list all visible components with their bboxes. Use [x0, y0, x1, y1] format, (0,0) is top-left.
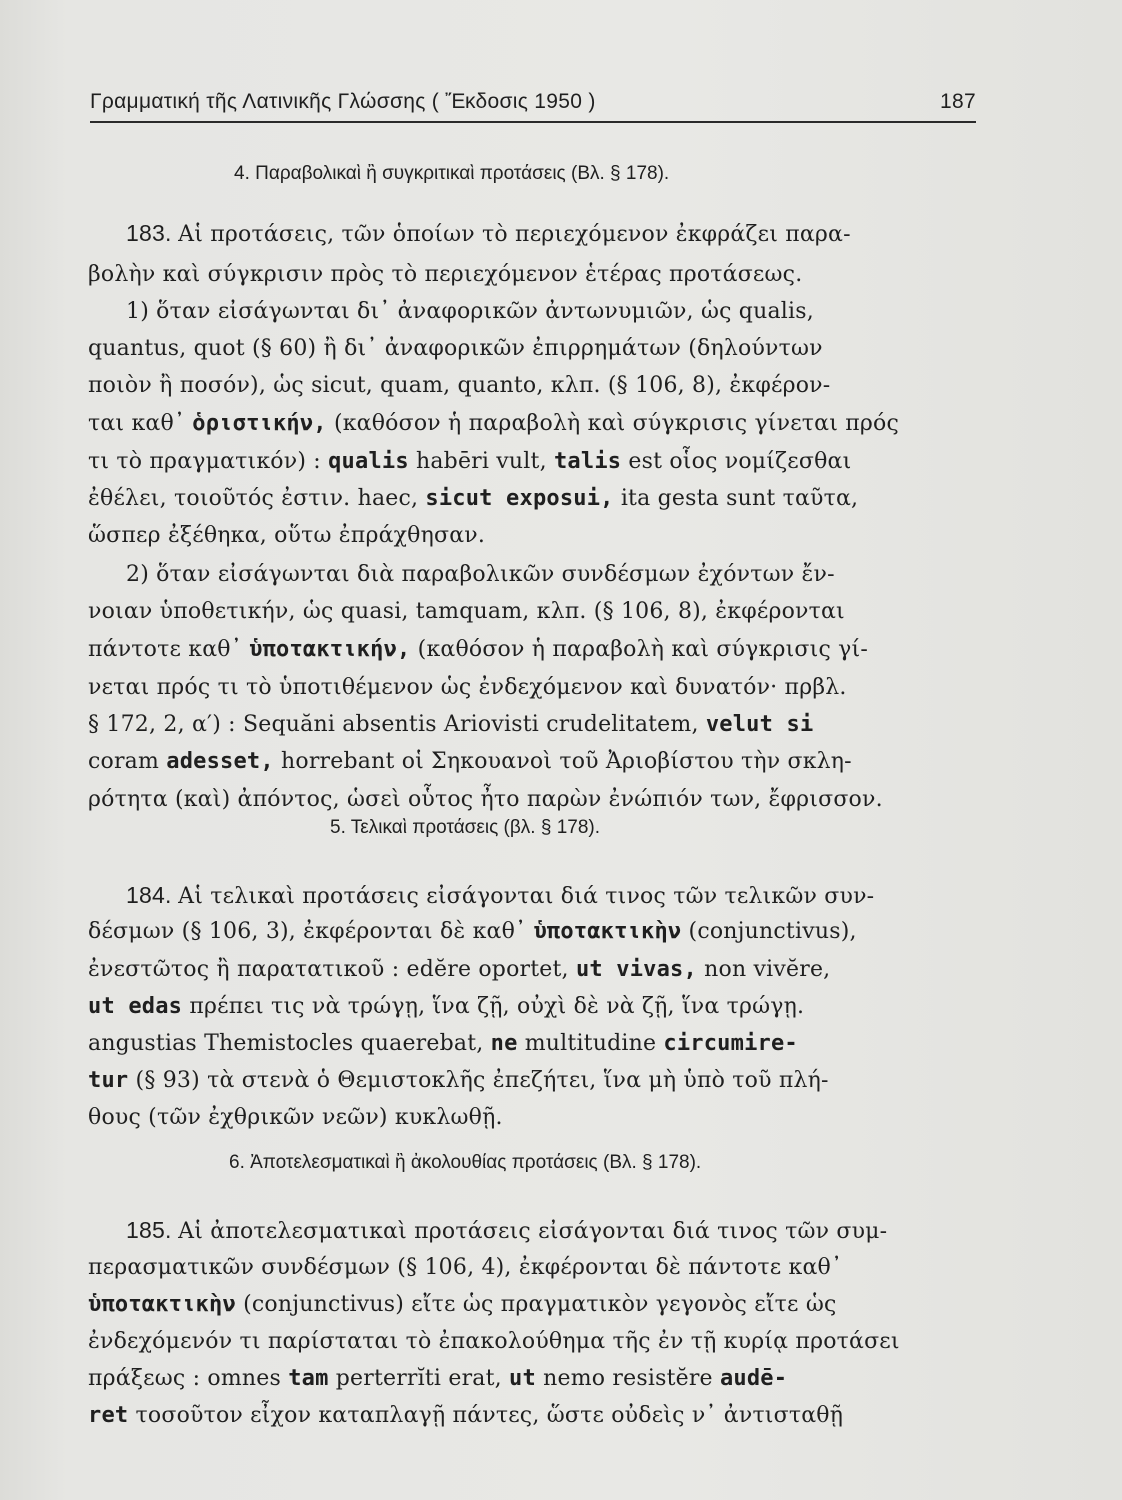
line-text: 1) ὅταν εἰσάγωνται δι᾽ ἀναφορικῶν ἀντωνυμιῶν, ὡς qualis, [126, 299, 814, 324]
bold-term: tur [88, 1068, 129, 1093]
section-heading-4: 4. Παραβολικαὶ ἢ συγκριτικαὶ προτάσεις (Βλ. § 178). [234, 163, 670, 184]
section-heading-6: 6. Ἀποτελεσματικαὶ ἢ ἀκολουθίας προτάσεις (Βλ. § 178). [229, 1152, 702, 1173]
bold-term: sicut exposui, [425, 486, 614, 511]
paragraph-line [88, 633, 984, 669]
running-header [90, 90, 976, 124]
line-text: 2) ὅταν εἰσάγωνται διὰ παραβολικῶν συνδέσμων ἐχόντων ἔν- [126, 562, 835, 587]
line-text: πάντοτε καθ᾽ [88, 637, 250, 662]
line-text: ἐθέλει, τοιοῦτός ἐστιν. haec, [88, 486, 426, 511]
line-text: est οἷος νομίζεσθαι [621, 449, 852, 474]
bold-term: tam [288, 1366, 329, 1391]
line-text: νοιαν ὑποθετικήν, ὡς quasi, tamquam, κλπ. (§ 106, 8), ἐκφέρονται [88, 599, 845, 624]
bold-term: ut edas [88, 994, 183, 1019]
header-title: Γραμματική τῆς Λατινικῆς Γλώσσης ( Ἔκδοσις 1950 ) [90, 90, 596, 113]
paragraph-line [88, 1251, 984, 1287]
line-text: ita gesta sunt ταῦτα, [613, 486, 859, 511]
bold-term: ὁριστικήν, [192, 411, 327, 436]
section-heading-5: 5. Τελικαὶ προτάσεις (βλ. § 178). [330, 817, 600, 838]
line-text: ἐνδεχόμενόν τι παρίσταται τὸ ἐπακολούθημα τῆς ἐν τῇ κυρίᾳ προτάσει [88, 1329, 900, 1354]
line-text: δέσμων (§ 106, 3), ἐκφέρονται δὲ καθ᾽ [88, 919, 534, 944]
paragraph-number: 185. [126, 1217, 179, 1243]
line-text: non vivĕre, [696, 957, 831, 982]
bold-term: ret [88, 1403, 129, 1428]
paragraph-line [88, 1064, 984, 1100]
paragraph-line [88, 482, 984, 518]
paragraph-line [126, 295, 984, 331]
line-text: ρότητα (καὶ) ἀπόντος, ὡσεὶ οὗτος ἦτο παρὼν ἐνώπιόν των, ἔφρισσον. [88, 787, 883, 812]
line-text: θους (τῶν ἐχθρικῶν νεῶν) κυκλωθῇ. [88, 1105, 503, 1130]
bold-term: qualis [328, 449, 409, 474]
paragraph-number: 183. [126, 220, 179, 246]
paragraph-line [88, 519, 984, 555]
line-text: (conjunctivus) εἴτε ὡς πραγματικὸν γεγονὸς εἴτε ὡς [235, 1292, 837, 1317]
line-text: (καθόσον ἡ παραβολὴ καὶ σύγκρισις γίνεται πρός [326, 411, 899, 436]
paragraph-line [88, 915, 984, 951]
bold-term: ὑποτακτικήν, [249, 637, 411, 662]
bold-term: circumire- [663, 1031, 798, 1056]
paragraph-line [88, 332, 984, 368]
paragraph-line [88, 990, 984, 1026]
paragraph-line [88, 783, 984, 819]
paragraph-line [88, 595, 984, 631]
bold-term: talis [553, 449, 622, 474]
line-text: Αἱ προτάσεις, τῶν ὁποίων τὸ περιεχόμενον ἐκφράζει παρα- [178, 222, 851, 247]
header-rule [90, 121, 976, 123]
paragraph-line [88, 1288, 984, 1324]
paragraph-line [88, 407, 984, 443]
line-text: ἐνεστῶτος ἢ παρατατικοῦ : edĕre oportet, [88, 957, 576, 982]
paragraph-line [88, 1027, 984, 1063]
line-text: perterrĭti erat, [328, 1366, 510, 1391]
line-text: περασματικῶν συνδέσμων (§ 106, 4), ἐκφέρονται δὲ πάντοτε καθ᾽ [88, 1255, 843, 1280]
line-text: ὥσπερ ἐξέθηκα, οὕτω ἐπράχθησαν. [88, 523, 486, 548]
bold-term: velut si [705, 712, 814, 737]
paragraph-line [88, 1101, 984, 1137]
bold-term: ut vivas, [575, 957, 697, 982]
line-text: ται καθ᾽ [88, 411, 193, 436]
paragraph-line [88, 953, 984, 989]
line-text: (καθόσον ἡ παραβολὴ καὶ σύγκρισις γί- [410, 637, 868, 662]
paragraph-line [88, 1362, 984, 1398]
line-text: Αἱ ἀποτελεσματικαὶ προτάσεις εἰσάγονται διά τινος τῶν συμ- [178, 1219, 888, 1244]
line-text: quantus, quot (§ 60) ἢ δι᾽ ἀναφορικῶν ἐπιρρημάτων (δηλούντων [88, 336, 823, 361]
paragraph-line [88, 745, 984, 781]
line-text: nemo resistĕre [535, 1366, 720, 1391]
bold-term: ὑποτακτικὴν [88, 1292, 236, 1317]
line-text: (conjunctivus), [681, 919, 857, 944]
paragraph-line [126, 216, 984, 252]
line-text: § 172, 2, α′) : Sequăni absentis Ariovisti crudelitatem, [88, 712, 706, 737]
paragraph-line [88, 369, 984, 405]
line-text: angustias Themistocles quaerebat, [88, 1031, 491, 1056]
line-text: coram [88, 749, 167, 774]
paragraph-line [126, 558, 984, 594]
paragraph-line [126, 1213, 984, 1249]
line-text: multitudine [517, 1031, 664, 1056]
line-text: βολὴν καὶ σύγκρισιν πρὸς τὸ περιεχόμενον ἑτέρας προτάσεως. [88, 262, 803, 287]
paragraph-line [88, 1399, 984, 1435]
paragraph-line [88, 708, 984, 744]
paragraph-line [88, 671, 984, 707]
line-text: πράξεως : omnes [88, 1366, 289, 1391]
line-text: habēri vult, [408, 449, 554, 474]
bold-term: ὑποτακτικὴν [533, 919, 682, 944]
line-text: horrebant οἱ Σηκουανοὶ τοῦ Ἀριοβίστου τὴν σκλη- [273, 749, 852, 774]
line-text: τι τὸ πραγματικόν) : [88, 449, 329, 474]
line-text: (§ 93) τὰ στενὰ ὁ Θεμιστοκλῆς ἐπεζήτει, ἵνα μὴ ὑπὸ τοῦ πλή- [128, 1068, 829, 1093]
line-text: Αἱ τελικαὶ προτάσεις εἰσάγονται διά τινος τῶν τελικῶν συν- [178, 884, 875, 909]
line-text: νεται πρός τι τὸ ὑποτιθέμενον ὡς ἐνδεχόμενον καὶ δυνατόν· πρβλ. [88, 675, 847, 700]
line-text: πρέπει τις νὰ τρώγῃ, ἵνα ζῇ, οὐχὶ δὲ νὰ ζῇ, ἵνα τρώγῃ. [182, 994, 805, 1019]
bold-term: ne [490, 1031, 518, 1056]
page-number: 187 [940, 90, 976, 113]
paragraph-line [88, 258, 984, 294]
bold-term: audē- [719, 1366, 788, 1391]
paragraph-number: 184. [126, 882, 179, 908]
line-text: ποιὸν ἢ ποσόν), ὡς sicut, quam, quanto, κλπ. (§ 106, 8), ἐκφέρον- [88, 373, 831, 398]
line-text: τοσοῦτον εἶχον καταπλαγῇ πάντες, ὥστε οὐδεὶς ν᾽ ἀντισταθῇ [128, 1403, 844, 1428]
bold-term: adesset, [166, 749, 274, 774]
bold-term: ut [509, 1366, 536, 1391]
paragraph-line [126, 878, 984, 914]
paragraph-line [88, 445, 984, 481]
paragraph-line [88, 1325, 984, 1361]
